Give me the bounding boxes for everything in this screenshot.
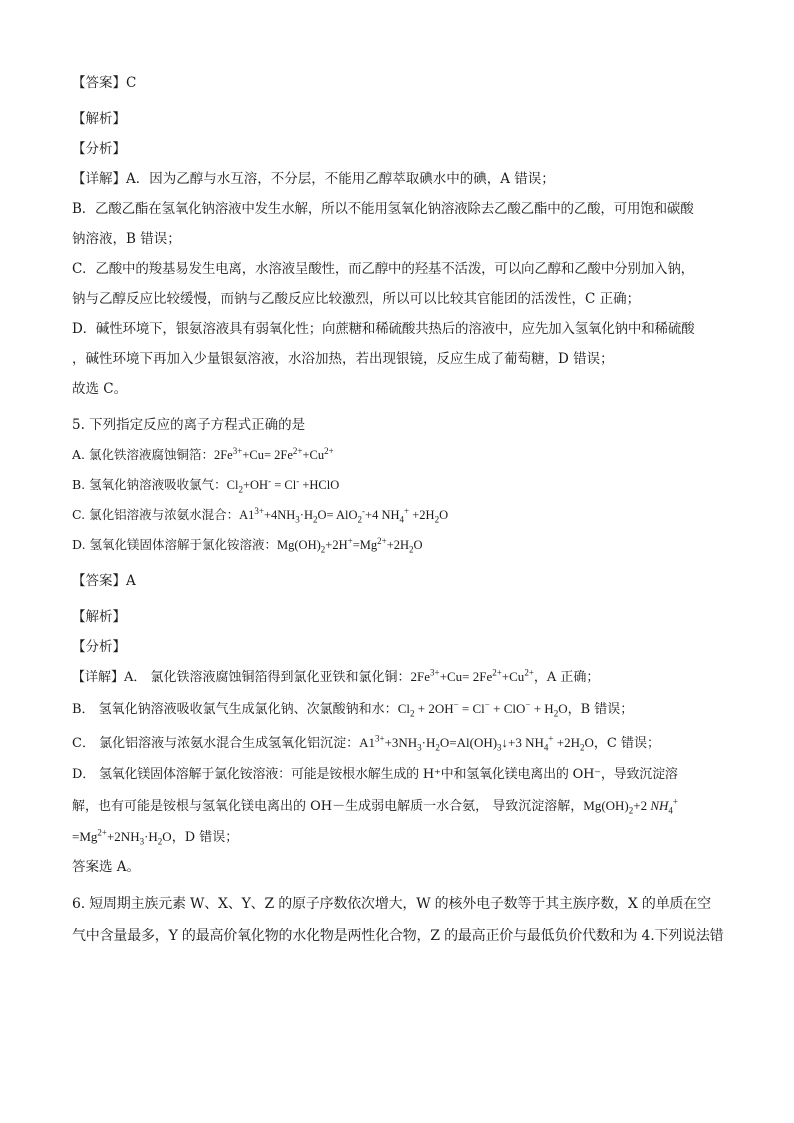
detail-a-end: ，A 正确； [533, 670, 600, 685]
option-c-equation: $A1^{3+}+4NH_3\cdot H_2O= AlO_2^-+4$ $NH_4^+ +2H_2O$ [239, 505, 449, 525]
option-b-text: B. 氢氧化钠溶液吸收氯气： [72, 477, 227, 492]
q5-conclusion: 答案选 A。 [72, 859, 141, 875]
q4-detail-d1: D．碱性环境下，银氨溶液具有弱氧化性；向蔗糖和稀硫酸共热后的溶液中，应先加入氢氧化钠中和稀硫酸 [72, 321, 695, 337]
q4-analysis-label: 【解析】 [72, 111, 126, 127]
q5-option-b [72, 470, 732, 500]
detail-a-equation: $2Fe^{3+}+Cu= 2Fe^{2+}+Cu^{2+}$ [410, 667, 534, 684]
detail-d3-end: ，D 错误； [171, 830, 239, 845]
q5-detail-d3 [72, 822, 732, 852]
document-page [72, 68, 732, 952]
detail-a-text: A． 氯化铁溶液腐蚀铜箔得到氯化亚铁和氯化铜： [124, 670, 411, 685]
option-c-text: C. 氯化铝溶液与浓氨水混合： [72, 507, 240, 522]
option-d-equation: $Mg(OH)_2+2H^+=Mg^{2+}+2H_2O$ [277, 535, 423, 555]
q5-detail-d2 [72, 790, 732, 822]
q5-fenxi-label: 【分析】 [72, 639, 126, 655]
option-d-text: D. 氢氧化镁固体溶解于氯化铵溶液： [72, 537, 278, 552]
option-a-text: A. 氯化铁溶液腐蚀铜箔： [72, 447, 214, 462]
answer-value: A [126, 573, 136, 589]
detail-c-equation: $A1^{3+}+3NH_3\cdot H_2O=Al(OH)_3↓+3$ $NH_4^+ +2H_2O$ [359, 733, 594, 753]
q5-detail-d1: D． 氢氧化镁固体溶解于氯化铵溶液：可能是铵根水解生成的 H⁺中和氢氧化镁电离出的 OH⁻，导致沉淀溶 [72, 767, 678, 782]
answer-value: C [126, 75, 137, 91]
detail-d3-equation: $=Mg^{2+}+2NH_3\cdot H_2O$ [72, 827, 172, 847]
detail-b-end: ，B 错误； [567, 702, 634, 717]
detail-b-text: B． 氢氧化钠溶液吸收氯气生成氯化钠、次氯酸钠和水： [72, 702, 398, 717]
q5-answer [72, 566, 732, 596]
q5-detail-a [72, 662, 732, 692]
option-a-equation: $2Fe^{3+}+Cu= 2Fe^{2+}+Cu^{2+}$ [213, 445, 334, 462]
q6-line1: 6. 短周期主族元素 W、X、Y、Z 的原子序数依次增大，W 的核外电子数等于其主族序数，X 的单质在空 [72, 896, 711, 912]
q5-analysis-label: 【解析】 [72, 609, 126, 625]
q4-detail-d2: ，碱性环境下再加入少量银氨溶液，水浴加热，若出现银镜，反应生成了葡萄糖，D 错误； [72, 351, 614, 367]
detail-d2-equation: $Mg(OH)_2+2$ $NH_4^+$ [583, 796, 678, 816]
q5-option-c [72, 500, 732, 530]
answer-label: 【答案】 [72, 75, 126, 91]
q6-line2: 气中含量最多，Y 的最高价氧化物的水化物是两性化合物，Z 的最高正价与最低负价代数和为 4.下列说法错 [72, 928, 724, 944]
q4-detail-a [72, 164, 732, 194]
detail-c-text: C． 氯化铝溶液与浓氨水混合生成氢氧化铝沉淀： [72, 736, 360, 751]
q5-detail-b [72, 692, 732, 726]
q5-stem: 5. 下列指定反应的离子方程式正确的是 [72, 417, 306, 433]
q5-option-d [72, 530, 732, 560]
q4-detail-c2: 钠与乙醇反应比较缓慢，而钠与乙酸反应比较激烈，所以可以比较其官能团的活泼性，C 正确； [72, 291, 641, 307]
option-b-equation: $Cl_2+OH^- = Cl^-$ +HClO [226, 475, 340, 495]
q4-detail-b2: 钠溶液，B 错误； [72, 231, 181, 247]
detail-d2-text: 解，也有可能是铵根与氢氧化镁电离出的 OH－生成弱电解质一水合氨， 导致沉淀溶解， [72, 799, 584, 814]
answer-label: 【答案】 [72, 573, 126, 589]
q5-detail-c [72, 726, 732, 760]
detail-b-equation: $Cl_2 + 2OH^- = Cl^- + ClO^- + H_2O$ [397, 699, 568, 719]
detail-c-end: ，C 错误； [593, 736, 660, 751]
q4-fenxi-label: 【分析】 [72, 141, 126, 157]
detail-label: 【详解】 [72, 670, 125, 685]
q5-option-a [72, 440, 732, 470]
q4-detail-b1: B．乙酸乙酯在氢氧化钠溶液中发生水解，所以不能用氢氧化钠溶液除去乙酸乙酯中的乙酸，可用饱和碳酸 [72, 201, 694, 217]
detail-label: 【详解】 [72, 171, 126, 187]
q4-conclusion: 故选 C。 [72, 381, 128, 397]
q4-answer [72, 68, 732, 98]
detail-a-text: A．因为乙醇与水互溶，不分层，不能用乙醇萃取碘水中的碘，A 错误； [126, 171, 555, 187]
q4-detail-c1: C．乙酸中的羧基易发生电离，水溶液呈酸性，而乙醇中的羟基不活泼，可以向乙醇和乙酸中分别加入钠， [72, 261, 694, 277]
